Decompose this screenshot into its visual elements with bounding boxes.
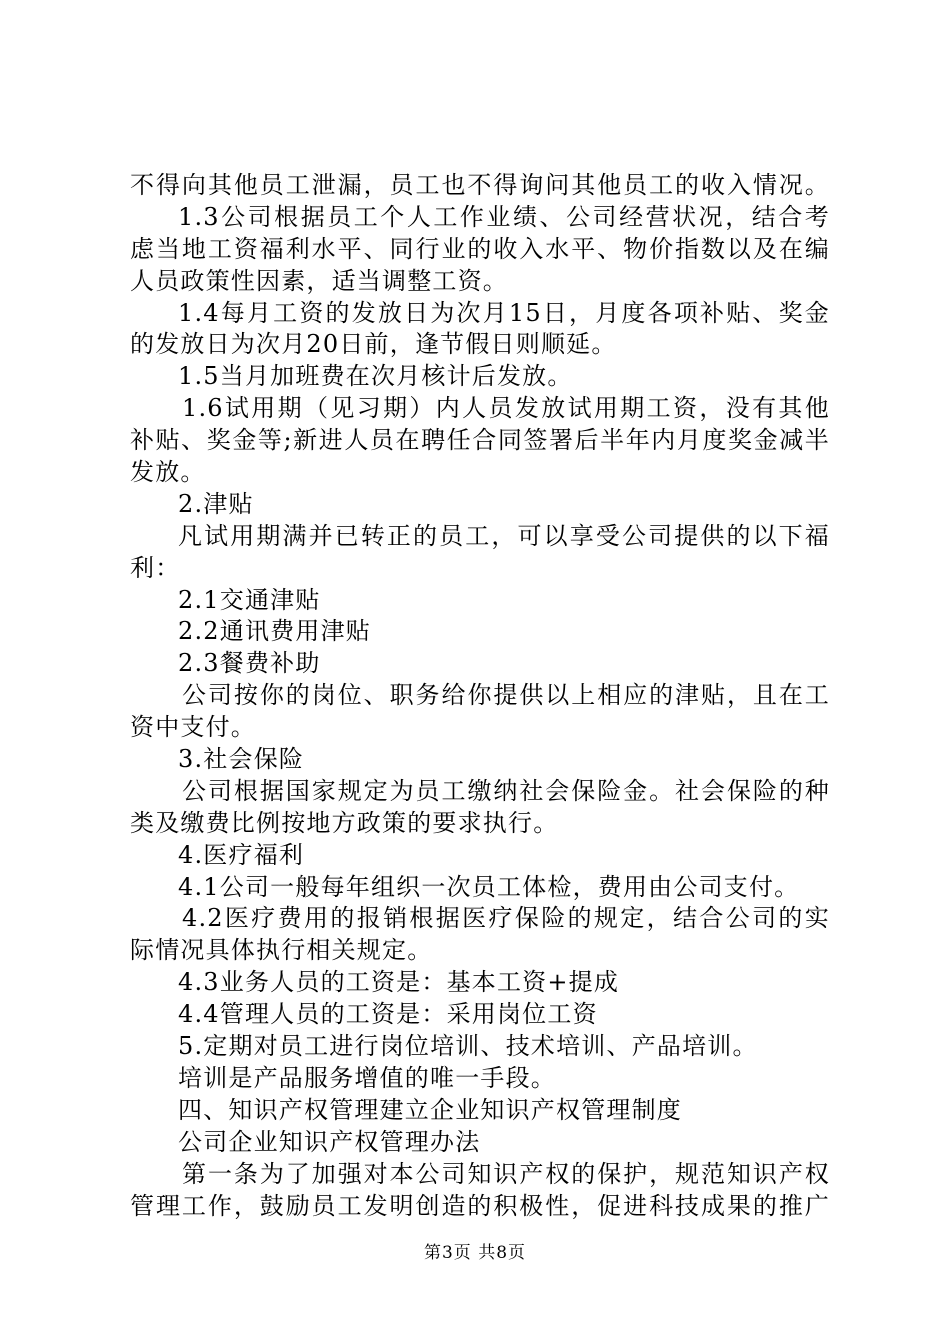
page-number-footer: 第3页 共8页: [423, 1243, 527, 1263]
text-line: 类及缴费比例按地方政策的要求执行。: [130, 808, 559, 837]
text-line: 2.2通讯费用津贴: [178, 617, 371, 646]
text-line: 利：: [130, 553, 181, 582]
text-line: 不得向其他员工泄漏，员工也不得询问其他员工的收入情况。: [130, 171, 830, 199]
section-heading: 四、知识产权管理建立企业知识产权管理制度: [178, 1095, 682, 1124]
text-line: 人员政策性因素，适当调整工资。: [130, 266, 508, 295]
section-heading: 2.津贴: [178, 489, 254, 518]
text-line: 2.3餐费补助: [178, 649, 321, 678]
text-line: 4.4管理人员的工资是：采用岗位工资: [178, 1000, 598, 1029]
text-line: 4.2医疗费用的报销根据医疗保险的规定，结合公司的实: [182, 904, 830, 933]
text-line: 4.1公司一般每年组织一次员工体检，费用由公司支付。: [178, 872, 800, 901]
text-line: 1.4每月工资的发放日为次月15日，月度各项补贴、奖金: [178, 298, 830, 327]
text-line: 2.1交通津贴: [178, 585, 321, 614]
text-line: 公司企业知识产权管理办法: [178, 1127, 481, 1156]
text-line: 1.3公司根据员工个人工作业绩、公司经营状况，结合考: [178, 202, 830, 231]
section-heading: 4.医疗福利: [178, 840, 305, 869]
text-line: 发放。: [130, 458, 206, 487]
text-line: 凡试用期满并已转正的员工，可以享受公司提供的以下福: [178, 521, 830, 550]
text-line: 1.5当月加班费在次月核计后发放。: [178, 362, 573, 391]
section-heading: 3.社会保险: [178, 745, 305, 774]
text-line: 第一条为了加强对本公司知识产权的保护，规范知识产权: [182, 1159, 830, 1188]
text-line: 的发放日为次月20日前，逢节假日则顺延。: [130, 330, 617, 359]
text-line: 4.3业务人员的工资是：基本工资+提成: [178, 968, 620, 997]
text-line: 虑当地工资福利水平、同行业的收入水平、物价指数以及在编: [130, 234, 830, 263]
text-line: 补贴、奖金等;新进人员在聘任合同签署后半年内月度奖金减半: [130, 426, 830, 455]
text-line: 公司根据国家规定为员工缴纳社会保险金。社会保险的种: [182, 776, 830, 805]
text-line: 管理工作，鼓励员工发明创造的积极性，促进科技成果的推广: [130, 1191, 830, 1220]
text-line: 1.6试用期（见习期）内人员发放试用期工资，没有其他: [182, 394, 830, 423]
document-body: [130, 170, 830, 1222]
text-line: 公司按你的岗位、职务给你提供以上相应的津贴，且在工: [182, 681, 830, 710]
text-line: 际情况具体执行相关规定。: [130, 936, 433, 965]
text-line: 培训是产品服务增值的唯一手段。: [178, 1063, 556, 1092]
text-line: 资中支付。: [130, 713, 256, 742]
text-line: 5.定期对员工进行岗位培训、技术培训、产品培训。: [178, 1032, 758, 1061]
